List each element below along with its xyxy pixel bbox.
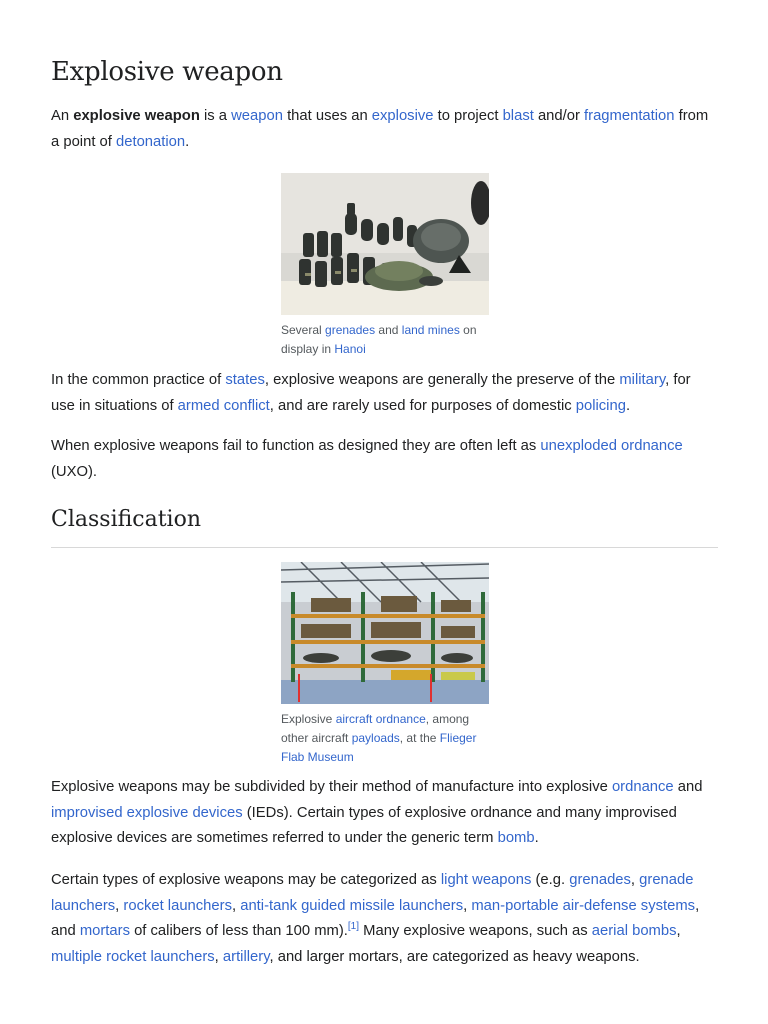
link-armed-conflict[interactable]: armed conflict [177, 397, 270, 414]
link-detonation[interactable]: detonation [116, 133, 186, 150]
link-atgm-launchers[interactable]: anti-tank guided missile launchers [240, 897, 464, 914]
link-grenade-launchers[interactable]: grenade launchers [51, 872, 694, 914]
text: , among other aircraft [281, 712, 470, 745]
text: Explosive [281, 712, 336, 726]
link-military[interactable]: military [619, 372, 666, 388]
link-unexploded-ordnance[interactable]: unexploded ordnance [540, 438, 683, 454]
museum-image[interactable] [281, 562, 489, 704]
link-aircraft-ordnance[interactable]: aircraft ordnance [335, 712, 426, 726]
link-payloads[interactable]: payloads [351, 731, 400, 745]
link-fragmentation[interactable]: fragmentation [584, 108, 675, 124]
text: and/or [533, 108, 585, 124]
link-blast[interactable]: blast [502, 108, 534, 124]
paragraph-light-heavy [51, 868, 718, 970]
link-artillery[interactable]: artillery [222, 948, 270, 965]
paragraph-manufacture [51, 775, 718, 852]
link-multiple-rocket-launchers[interactable]: multiple rocket launchers [51, 948, 215, 965]
section-heading-classification: Classification [51, 507, 718, 548]
text: that uses an [282, 108, 372, 124]
text: , [214, 948, 223, 965]
link-bomb[interactable]: bomb [497, 830, 535, 846]
link-aerial-bombs[interactable]: aerial bombs [591, 923, 677, 939]
text: , [630, 872, 640, 888]
link-explosive[interactable]: explosive [371, 108, 434, 124]
link-improvised-explosive-devices[interactable]: improvised explosive devices [51, 804, 243, 821]
link-ordnance[interactable]: ordnance [611, 779, 674, 795]
link-manpads[interactable]: man-portable air-defense systems [471, 897, 696, 914]
link-light-weapons[interactable]: light weapons [440, 872, 532, 888]
text: . [534, 830, 539, 846]
text: of calibers of less than 100 mm). [129, 923, 348, 939]
link-states[interactable]: states [225, 372, 265, 388]
link-mortars[interactable]: mortars [79, 923, 130, 939]
text: , [676, 923, 681, 939]
text: , and [51, 897, 700, 939]
link-rocket-launchers[interactable]: rocket launchers [123, 897, 232, 914]
text: , and are rarely used for purposes of domestic [269, 397, 576, 414]
page-title: Explosive weapon [51, 57, 283, 87]
paragraph-states [51, 368, 718, 419]
text: on display in [281, 323, 477, 356]
text: , [115, 897, 124, 914]
figure-grenades [281, 173, 489, 359]
text: (UXO). [51, 463, 98, 480]
text: from a point of [51, 108, 709, 150]
text: , [231, 897, 241, 914]
text: , at the [399, 731, 440, 745]
text: , for use in situations of [51, 372, 691, 414]
text: , [463, 897, 472, 914]
text: . [185, 133, 190, 150]
grenades-image[interactable] [281, 173, 489, 315]
text: An [51, 108, 74, 124]
text: and [375, 323, 402, 337]
text: Explosive weapons may be subdivided by their method of manufacture into explosive [51, 779, 612, 795]
text: is a [199, 108, 232, 124]
text: , and larger mortars, are categorized as heavy weapons. [269, 948, 640, 965]
text: (IEDs). Certain types of explosive ordnance and many improvised explosive devices are sometimes referred to under the generic term [51, 804, 677, 846]
text: to project [433, 108, 503, 124]
link-policing[interactable]: policing [575, 397, 626, 414]
figure-caption [281, 710, 489, 767]
bold-term: explosive weapon [73, 108, 200, 124]
figure-caption [281, 321, 489, 359]
link-flieger-flab-museum[interactable]: Flieger Flab Museum [281, 731, 477, 764]
text: . [625, 397, 631, 414]
text: When explosive weapons fail to function as designed they are often left as [51, 438, 541, 454]
figure-aircraft-ordnance [281, 562, 489, 767]
link-grenades[interactable]: grenades [325, 323, 376, 337]
link-weapon[interactable]: weapon [231, 108, 283, 124]
text: Several [281, 323, 326, 337]
text: and [673, 779, 703, 795]
link-hanoi[interactable]: Hanoi [334, 342, 366, 356]
text: , explosive weapons are generally the preserve of the [264, 372, 620, 388]
link-land-mines[interactable]: land mines [401, 323, 460, 337]
text: Many explosive weapons, such as [359, 923, 592, 939]
text: In the common practice of [51, 372, 226, 388]
text: (e.g. [531, 872, 570, 888]
link-grenades[interactable]: grenades [569, 872, 631, 888]
intro-paragraph [51, 104, 718, 155]
reference-link-1[interactable]: [1] [347, 921, 360, 933]
paragraph-uxo [51, 434, 718, 485]
text: Certain types of explosive weapons may be categorized as [51, 872, 441, 888]
